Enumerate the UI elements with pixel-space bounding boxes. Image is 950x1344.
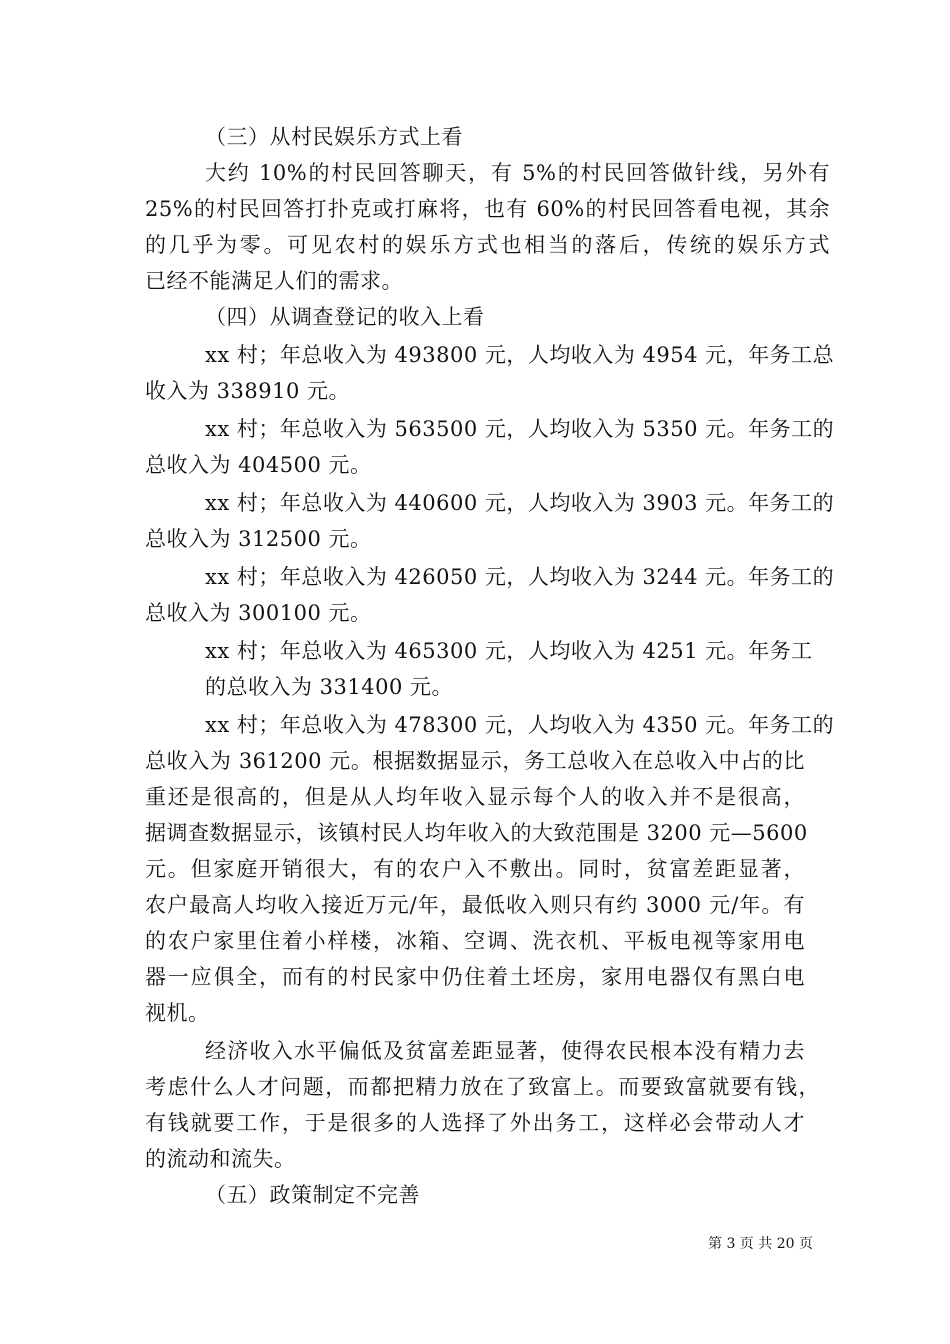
paragraph-line: 大约 10%的村民回答聊天，有 5%的村民回答做针线，另外有 [205,161,830,185]
page-number: 第 3 页 共 20 页 [708,1236,813,1252]
paragraph-line: 的农户家里住着小样楼，冰箱、空调、洗衣机、平板电视等家用电 [145,929,805,953]
paragraph-line: 有钱就要工作，于是很多的人选择了外出务工，这样必会带动人才 [145,1111,805,1135]
paragraph-line: 总收入为 361200 元。根据数据显示，务工总收入在总收入中占的比 [145,749,805,773]
paragraph-line: 视机。 [145,1001,210,1025]
paragraph-line: 据调查数据显示，该镇村民人均年收入的大致范围是 3200 元—5600 [145,821,808,845]
village-income-line: 总收入为 300100 元。 [145,601,372,625]
paragraph-line: 元。但家庭开销很大，有的农户入不敷出。同时，贫富差距显著， [145,857,805,881]
paragraph-line: 农户最高人均收入接近万元/年，最低收入则只有约 3000 元/年。有 [145,893,805,917]
section-heading-3: （三）从村民娱乐方式上看 [205,125,463,149]
paragraph-line: 已经不能满足人们的需求。 [145,269,403,293]
section-heading-4: （四）从调查登记的收入上看 [205,305,485,329]
village-income-line: xx 村；年总收入为 478300 元，人均收入为 4350 元。年务工的 [205,713,835,737]
paragraph-line: 的流动和流失。 [145,1147,296,1171]
paragraph-line: 器一应俱全，而有的村民家中仍住着土坯房，家用电器仅有黑白电 [145,965,805,989]
village-income-line: xx 村；年总收入为 426050 元，人均收入为 3244 元。年务工的 [205,565,835,589]
village-income-line: xx 村；年总收入为 440600 元，人均收入为 3903 元。年务工的 [205,491,835,515]
village-income-line: 总收入为 312500 元。 [145,527,372,551]
paragraph-line: 重还是很高的，但是从人均年收入显示每个人的收入并不是很高， [145,785,805,809]
paragraph-line: 25%的村民回答打扑克或打麻将，也有 60%的村民回答看电视，其余 [145,197,830,221]
section-heading-5: （五）政策制定不完善 [205,1183,420,1207]
village-income-line: 总收入为 404500 元。 [145,453,372,477]
paragraph-line: 经济收入水平偏低及贫富差距显著，使得农民根本没有精力去 [205,1039,805,1063]
paragraph-line: 的几乎为零。可见农村的娱乐方式也相当的落后，传统的娱乐方式 [145,233,830,257]
village-income-line: xx 村；年总收入为 493800 元，人均收入为 4954 元，年务工总 [205,343,835,367]
village-income-line: xx 村；年总收入为 563500 元，人均收入为 5350 元。年务工的 [205,417,835,441]
village-income-line: 收入为 338910 元。 [145,379,351,403]
paragraph-line: 考虑什么人才问题，而都把精力放在了致富上。而要致富就要有钱， [145,1075,820,1099]
village-income-line: 的总收入为 331400 元。 [205,675,454,699]
village-income-line: xx 村；年总收入为 465300 元，人均收入为 4251 元。年务工 [205,639,813,663]
